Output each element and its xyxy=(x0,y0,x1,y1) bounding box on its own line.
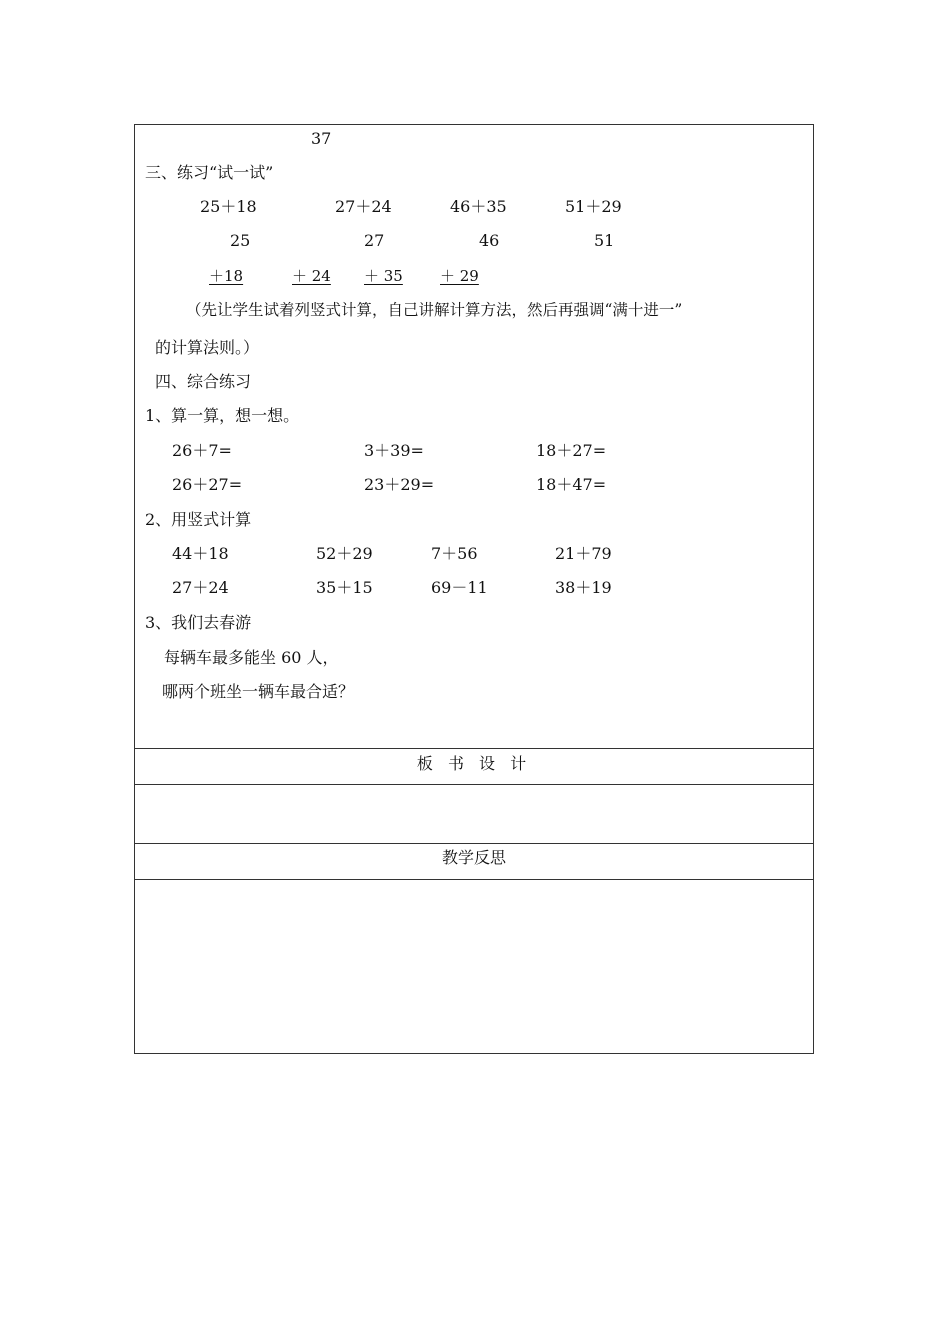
vertical-top-number: 25 xyxy=(230,231,251,250)
vertical-calc-item: 69－11 xyxy=(431,578,488,597)
section3-heading: 三、练习“试一试” xyxy=(145,163,274,182)
vertical-calc-item: 21＋79 xyxy=(555,544,612,563)
vertical-calc-item: 44＋18 xyxy=(172,544,229,563)
q3-title: 3、我们去春游 xyxy=(145,613,252,632)
q3-line: 每辆车最多能坐 60 人， xyxy=(164,648,339,667)
practice-problem: 25＋18 xyxy=(200,197,257,216)
vertical-calc-item: 52＋29 xyxy=(316,544,373,563)
reflection-heading: 教学反思 xyxy=(441,848,506,867)
vertical-addend: ＋ 35 xyxy=(364,267,403,285)
practice-problem: 46＋35 xyxy=(450,197,507,216)
vertical-addend: ＋ 29 xyxy=(440,267,479,285)
vertical-top-number: 51 xyxy=(594,231,615,250)
reflection-area[interactable] xyxy=(135,880,813,1053)
practice-problem: 27＋24 xyxy=(335,197,392,216)
carry-number: 37 xyxy=(311,129,332,148)
vertical-addend: ＋18 xyxy=(209,267,244,285)
vertical-calc-item: 35＋15 xyxy=(316,578,373,597)
board-design-area[interactable] xyxy=(135,785,813,842)
calc-item: 18＋47= xyxy=(536,475,607,494)
calc-item: 23＋29= xyxy=(364,475,435,494)
q2-title: 2、用竖式计算 xyxy=(145,510,252,529)
table-divider xyxy=(134,748,814,749)
vertical-top-number: 27 xyxy=(364,231,385,250)
teaching-note-cont: 的计算法则。） xyxy=(155,338,260,357)
vertical-calc-item: 27＋24 xyxy=(172,578,229,597)
vertical-calc-item: 38＋19 xyxy=(555,578,612,597)
calc-item: 26＋7= xyxy=(172,441,232,460)
board-design-heading: 板 书 设 计 xyxy=(416,754,532,773)
practice-problem: 51＋29 xyxy=(565,197,622,216)
q1-title: 1、算一算，想一想。 xyxy=(145,406,300,425)
teaching-note: （先让学生试着列竖式计算，自己讲解计算方法，然后再强调“满十进一” xyxy=(186,301,683,319)
calc-item: 18＋27= xyxy=(536,441,607,460)
table-divider xyxy=(134,843,814,844)
q3-line: 哪两个班坐一辆车最合适？ xyxy=(162,682,355,701)
vertical-calc-item: 7＋56 xyxy=(431,544,478,563)
vertical-addend: ＋ 24 xyxy=(292,267,331,285)
section4-heading: 四、综合练习 xyxy=(155,372,252,391)
calc-item: 3＋39= xyxy=(364,441,424,460)
vertical-top-number: 46 xyxy=(479,231,500,250)
calc-item: 26＋27= xyxy=(172,475,243,494)
